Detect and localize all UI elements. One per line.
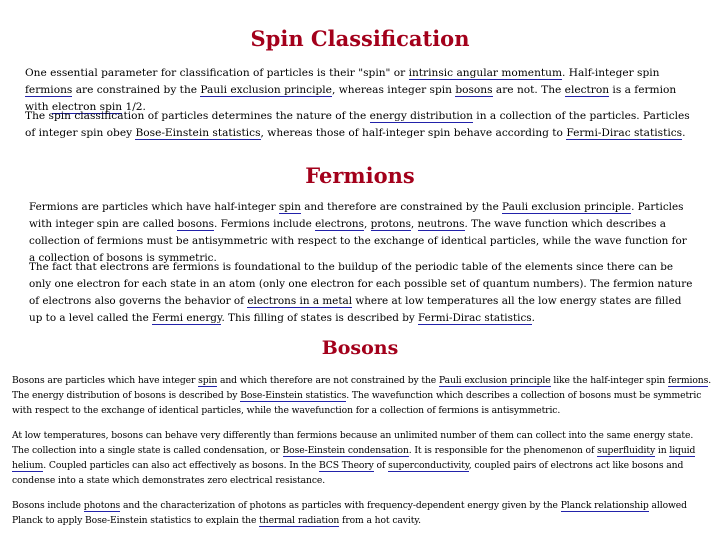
link-bosons[interactable]: bosons [455, 84, 493, 96]
link-electron[interactable]: electron [564, 84, 610, 96]
text: of [373, 460, 389, 471]
text: in a collection of the particles. Particles of integer spin obey [25, 110, 690, 139]
bosons-paragraph-2 [12, 428, 712, 488]
link-electrons[interactable]: electrons [315, 218, 364, 230]
text: is a fermion with [25, 84, 677, 113]
text: 1/2. [122, 101, 146, 113]
text: are constrained by the [72, 84, 201, 96]
text: . Particles with integer spin are called [29, 201, 684, 230]
text: . It is responsible for the phenomenon of [408, 445, 598, 456]
text: , [410, 218, 418, 230]
bosons-paragraph-1 [12, 373, 712, 418]
link-liquid-helium[interactable]: liquid helium [12, 445, 696, 471]
text: in [655, 445, 670, 456]
text: and the characterization of photons as particles with frequency-dependent energy given by the [120, 500, 561, 511]
link-pauli-exclusion-principle[interactable]: Pauli exclusion principle [438, 375, 551, 386]
link-photons[interactable]: photons [83, 500, 121, 511]
text: The spin classification of particles determines the nature of the [25, 110, 370, 122]
text: , whereas integer spin [331, 84, 456, 96]
link-spin[interactable]: spin [198, 375, 218, 386]
text: allowed Planck to apply Bose-Einstein statistics to explain the [12, 500, 687, 526]
link-thermal-radiation[interactable]: thermal radiation [259, 515, 340, 526]
text: At low temperatures, bosons can behave very differently than fermions because an unlimited number of them can collect into the same energy state. The collection into a single state is called condensation, or [12, 430, 694, 456]
text: . This filling of states is described by [221, 312, 419, 324]
link-intrinsic-angular-momentum[interactable]: intrinsic angular momentum [408, 67, 563, 79]
bosons-paragraph-3 [12, 498, 712, 528]
text: . [531, 312, 535, 324]
link-bosons[interactable]: bosons [177, 218, 215, 230]
link-fermi-dirac-statistics[interactable]: Fermi-Dirac statistics [418, 312, 532, 324]
text: . Fermions include [214, 218, 316, 230]
link-pauli-exclusion-principle[interactable]: Pauli exclusion principle [502, 201, 632, 213]
text: One essential parameter for classification of particles is their "spin" or [25, 67, 409, 79]
classification-paragraph [25, 108, 697, 142]
link-planck-relationship[interactable]: Planck relationship [560, 500, 649, 511]
text: like the half-integer spin [550, 375, 668, 386]
link-bose-einstein-statistics[interactable]: Bose-Einstein statistics [240, 390, 347, 401]
text: from a hot cavity. [339, 515, 421, 526]
link-protons[interactable]: protons [370, 218, 411, 230]
text: , whereas those of half-integer spin behave according to [260, 127, 567, 139]
text: and which therefore are not constrained by the [217, 375, 439, 386]
text: The fact that electrons are fermions is foundational to the buildup of the periodic table of the elements since there can be only one electron for each state in an atom (only one electron for each possible set of quantum numbers). The fermion nature of electrons also governs the behavior of [29, 261, 693, 307]
link-bose-einstein-condensation[interactable]: Bose-Einstein condensation [282, 445, 409, 456]
text: where at low temperatures all the low energy states are filled up to a level called the [29, 295, 682, 324]
link-fermi-energy[interactable]: Fermi energy [152, 312, 222, 324]
text: , coupled pairs of electrons act like bosons and condense into a state which demonstrates zero electrical resistance. [12, 460, 684, 486]
page-title: Spin Classification [250, 26, 470, 51]
link-electrons-in-a-metal[interactable]: electrons in a metal [247, 295, 353, 307]
link-fermi-dirac-statistics[interactable]: Fermi-Dirac statistics [566, 127, 683, 139]
text: . Coupled particles can also act effectively as bosons. In the [43, 460, 319, 471]
text: . [682, 127, 686, 139]
fermions-paragraph-2 [29, 259, 693, 327]
text: . Half-integer spin [562, 67, 660, 79]
text: are not. The [492, 84, 565, 96]
link-neutrons[interactable]: neutrons [417, 218, 465, 230]
link-fermions[interactable]: fermions [667, 375, 709, 386]
text: , [363, 218, 371, 230]
link-superconductivity[interactable]: superconductivity [388, 460, 469, 471]
text: Bosons are particles which have integer [12, 375, 199, 386]
link-energy-distribution[interactable]: energy distribution [369, 110, 473, 122]
link-bcs-theory[interactable]: BCS Theory [318, 460, 374, 471]
text: Bosons include [12, 500, 84, 511]
link-pauli-exclusion-principle[interactable]: Pauli exclusion principle [200, 84, 332, 96]
link-fermions[interactable]: fermions [25, 84, 73, 96]
link-superfluidity[interactable]: superfluidity [597, 445, 656, 456]
fermions-paragraph-1 [29, 199, 693, 267]
text: and therefore are constrained by the [300, 201, 503, 213]
bosons-heading: Bosons [321, 337, 399, 359]
text: . The energy distribution of bosons is described by [12, 375, 712, 401]
link-spin[interactable]: spin [278, 201, 301, 213]
link-bose-einstein-statistics[interactable]: Bose-Einstein statistics [135, 127, 261, 139]
fermions-heading: Fermions [305, 163, 415, 188]
text: . The wavefunction which describes a collection of bosons must be symmetric with respect to the exchange of identical particles, while the wavefunction for a collection of fermions is antisymmetric. [12, 390, 702, 416]
text: Fermions are particles which have half-integer [29, 201, 279, 213]
link-electron-spin[interactable]: electron spin [51, 101, 123, 113]
text: . The wave function which describes a collection of fermions must be antisymmetric with respect to the exchange of identical particles, while the wave function for a collection of bosons is symmetric. [29, 218, 687, 264]
